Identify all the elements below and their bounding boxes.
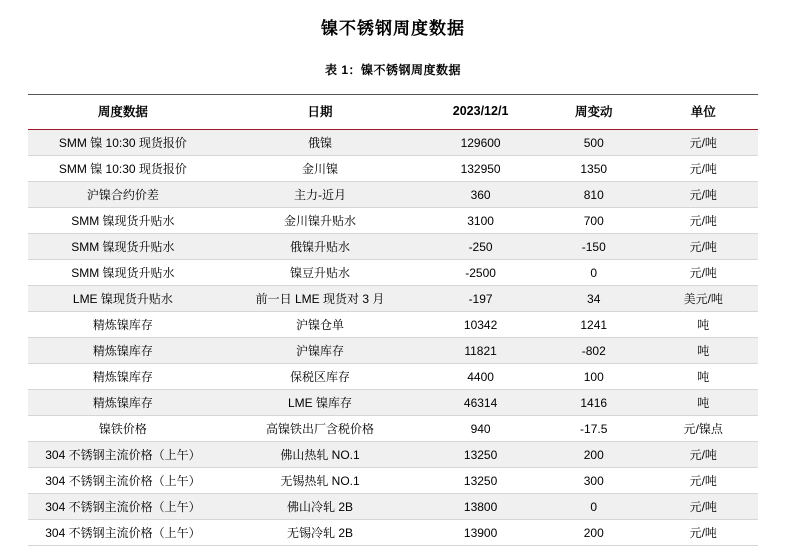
table-row <box>28 338 758 364</box>
table-row <box>28 494 758 520</box>
table-container <box>28 94 758 546</box>
cell-date: 保税区库存 <box>218 364 422 390</box>
cell-unit: 吨 <box>648 364 758 390</box>
cell-item: SMM 镍现货升贴水 <box>28 260 218 286</box>
cell-item: SMM 镍 10:30 现货报价 <box>28 156 218 182</box>
table-header-row <box>28 95 758 130</box>
cell-unit: 元/吨 <box>648 130 758 156</box>
column-header-change: 周变动 <box>539 95 649 130</box>
cell-unit: 元/镍点 <box>648 416 758 442</box>
table-row <box>28 468 758 494</box>
cell-value: 940 <box>422 416 539 442</box>
cell-date: 俄镍升贴水 <box>218 234 422 260</box>
table-row <box>28 364 758 390</box>
cell-date: 金川镍 <box>218 156 422 182</box>
table-row <box>28 208 758 234</box>
cell-value: 10342 <box>422 312 539 338</box>
cell-value: -197 <box>422 286 539 312</box>
table-row <box>28 416 758 442</box>
cell-change: 200 <box>539 442 649 468</box>
cell-item: 304 不锈钢主流价格（上午） <box>28 494 218 520</box>
cell-item: 304 不锈钢主流价格（上午） <box>28 520 218 546</box>
cell-date: 高镍铁出厂含税价格 <box>218 416 422 442</box>
cell-unit: 吨 <box>648 338 758 364</box>
cell-date: 镍豆升贴水 <box>218 260 422 286</box>
cell-unit: 美元/吨 <box>648 286 758 312</box>
cell-change: 0 <box>539 260 649 286</box>
cell-change: 200 <box>539 520 649 546</box>
cell-unit: 元/吨 <box>648 494 758 520</box>
cell-change: 1416 <box>539 390 649 416</box>
cell-unit: 元/吨 <box>648 520 758 546</box>
table-header <box>28 95 758 130</box>
cell-value: 13250 <box>422 468 539 494</box>
cell-value: 46314 <box>422 390 539 416</box>
cell-value: 11821 <box>422 338 539 364</box>
table-row <box>28 156 758 182</box>
page-title: 镍不锈钢周度数据 <box>321 19 465 38</box>
cell-date: 无锡冷轧 2B <box>218 520 422 546</box>
table-row <box>28 234 758 260</box>
cell-date: 佛山冷轧 2B <box>218 494 422 520</box>
cell-date: 佛山热轧 NO.1 <box>218 442 422 468</box>
cell-change: -17.5 <box>539 416 649 442</box>
cell-unit: 元/吨 <box>648 156 758 182</box>
cell-value: 3100 <box>422 208 539 234</box>
column-header-item: 周度数据 <box>28 95 218 130</box>
table-caption: 表 1：镍不锈钢周度数据 <box>324 63 461 77</box>
cell-item: 精炼镍库存 <box>28 338 218 364</box>
cell-item: 304 不锈钢主流价格（上午） <box>28 442 218 468</box>
cell-unit: 元/吨 <box>648 182 758 208</box>
cell-unit: 元/吨 <box>648 468 758 494</box>
table-row <box>28 312 758 338</box>
cell-unit: 元/吨 <box>648 208 758 234</box>
column-header-date: 日期 <box>218 95 422 130</box>
cell-unit: 元/吨 <box>648 442 758 468</box>
cell-item: 304 不锈钢主流价格（上午） <box>28 468 218 494</box>
cell-item: 沪镍合约价差 <box>28 182 218 208</box>
table-body <box>28 130 758 546</box>
cell-value: 13900 <box>422 520 539 546</box>
cell-value: 132950 <box>422 156 539 182</box>
cell-item: SMM 镍现货升贴水 <box>28 208 218 234</box>
cell-change: 1350 <box>539 156 649 182</box>
cell-date: 俄镍 <box>218 130 422 156</box>
weekly-data-table <box>28 94 758 546</box>
cell-change: 1241 <box>539 312 649 338</box>
cell-date: 主力-近月 <box>218 182 422 208</box>
cell-item: LME 镍现货升贴水 <box>28 286 218 312</box>
cell-unit: 元/吨 <box>648 260 758 286</box>
cell-change: 0 <box>539 494 649 520</box>
cell-value: 129600 <box>422 130 539 156</box>
cell-date: 金川镍升贴水 <box>218 208 422 234</box>
cell-value: -2500 <box>422 260 539 286</box>
table-row <box>28 442 758 468</box>
cell-date: 前一日 LME 现货对 3 月 <box>218 286 422 312</box>
cell-unit: 吨 <box>648 312 758 338</box>
cell-value: 360 <box>422 182 539 208</box>
cell-value: 13250 <box>422 442 539 468</box>
table-row <box>28 390 758 416</box>
cell-item: 精炼镍库存 <box>28 312 218 338</box>
cell-date: 沪镍仓单 <box>218 312 422 338</box>
cell-change: 700 <box>539 208 649 234</box>
cell-change: 810 <box>539 182 649 208</box>
cell-item: 精炼镍库存 <box>28 364 218 390</box>
column-header-unit: 单位 <box>648 95 758 130</box>
cell-value: -250 <box>422 234 539 260</box>
table-row <box>28 286 758 312</box>
cell-item: SMM 镍现货升贴水 <box>28 234 218 260</box>
table-row <box>28 260 758 286</box>
table-row <box>28 130 758 156</box>
cell-item: 精炼镍库存 <box>28 390 218 416</box>
cell-change: 100 <box>539 364 649 390</box>
table-row <box>28 520 758 546</box>
cell-change: -802 <box>539 338 649 364</box>
cell-date: LME 镍库存 <box>218 390 422 416</box>
cell-change: 300 <box>539 468 649 494</box>
cell-value: 4400 <box>422 364 539 390</box>
cell-date: 无锡热轧 NO.1 <box>218 468 422 494</box>
cell-value: 13800 <box>422 494 539 520</box>
table-row <box>28 182 758 208</box>
cell-unit: 元/吨 <box>648 234 758 260</box>
column-header-value: 2023/12/1 <box>422 95 539 130</box>
cell-date: 沪镍库存 <box>218 338 422 364</box>
cell-unit: 吨 <box>648 390 758 416</box>
cell-change: 34 <box>539 286 649 312</box>
cell-change: 500 <box>539 130 649 156</box>
cell-item: 镍铁价格 <box>28 416 218 442</box>
cell-item: SMM 镍 10:30 现货报价 <box>28 130 218 156</box>
cell-change: -150 <box>539 234 649 260</box>
